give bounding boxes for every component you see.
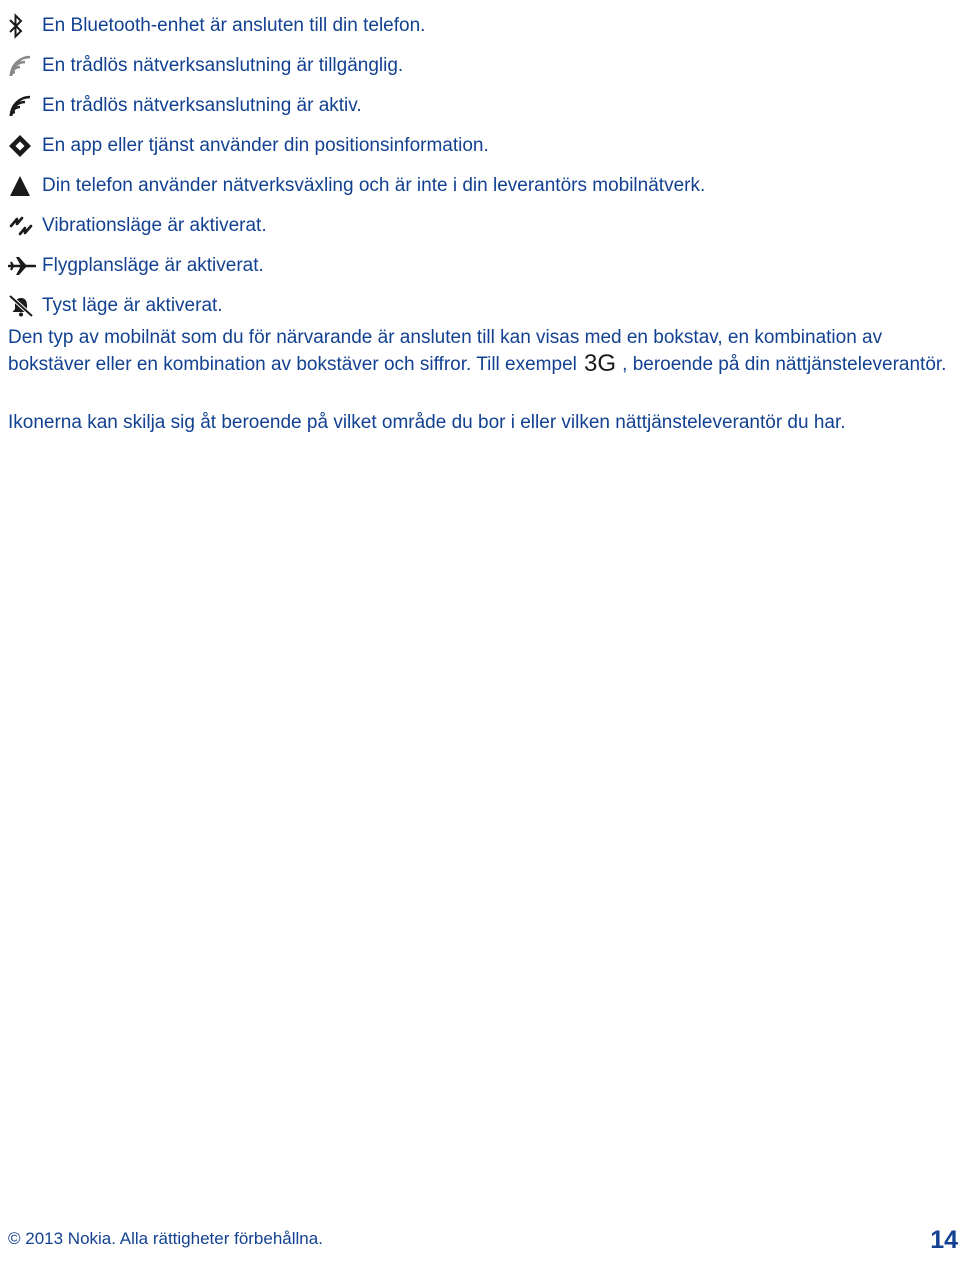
status-row-text: Tyst läge är aktiverat.	[42, 295, 223, 316]
status-row-silent	[8, 286, 948, 326]
status-icon-list	[8, 6, 948, 326]
network-3g-icon	[584, 350, 620, 381]
silent-icon	[8, 292, 38, 320]
status-row-text: En app eller tjänst använder din positionsinformation.	[42, 135, 489, 156]
status-row-text: Din telefon använder nätverksväxling och är inte i din leverantörs mobilnätverk.	[42, 175, 706, 196]
network-3g-label: 3G	[584, 350, 617, 374]
icons-variation-paragraph: Ikonerna kan skilja sig åt beroende på vilket område du bor i eller vilken nättjänsteleverantör du har.	[8, 412, 846, 433]
wifi-active-icon	[8, 92, 38, 120]
roaming-icon	[8, 172, 38, 200]
status-row-wifi-available	[8, 46, 948, 86]
status-row-text: En trådlös nätverksanslutning är aktiv.	[42, 95, 362, 116]
network-type-paragraph	[8, 326, 958, 381]
location-icon	[8, 132, 38, 160]
page-number: 14	[930, 1226, 958, 1254]
status-row-text: Vibrationsläge är aktiverat.	[42, 215, 267, 236]
status-row-bluetooth	[8, 6, 948, 46]
status-row-roaming	[8, 166, 948, 206]
status-row-text: En trådlös nätverksanslutning är tillgänglig.	[42, 55, 404, 76]
paragraph-text: Den typ av mobilnät som du för närvarande är ansluten till kan visas med en bokstav, en kombination av bokstäver eller en kombination av bokstäver och siffror. Till exempel	[8, 327, 883, 375]
status-row-airplane	[8, 246, 948, 286]
copyright-footer: © 2013 Nokia. Alla rättigheter förbehållna.	[8, 1229, 323, 1248]
wifi-available-icon	[8, 52, 38, 80]
paragraph-text: , beroende på din nättjänsteleverantör.	[622, 354, 947, 375]
bluetooth-icon	[8, 12, 38, 40]
airplane-icon	[8, 252, 38, 280]
status-row-wifi-active	[8, 86, 948, 126]
vibrate-icon	[8, 212, 38, 240]
status-row-text: Flygplansläge är aktiverat.	[42, 255, 264, 276]
status-row-text: En Bluetooth-enhet är ansluten till din telefon.	[42, 15, 426, 36]
status-row-vibrate	[8, 206, 948, 246]
status-row-location	[8, 126, 948, 166]
